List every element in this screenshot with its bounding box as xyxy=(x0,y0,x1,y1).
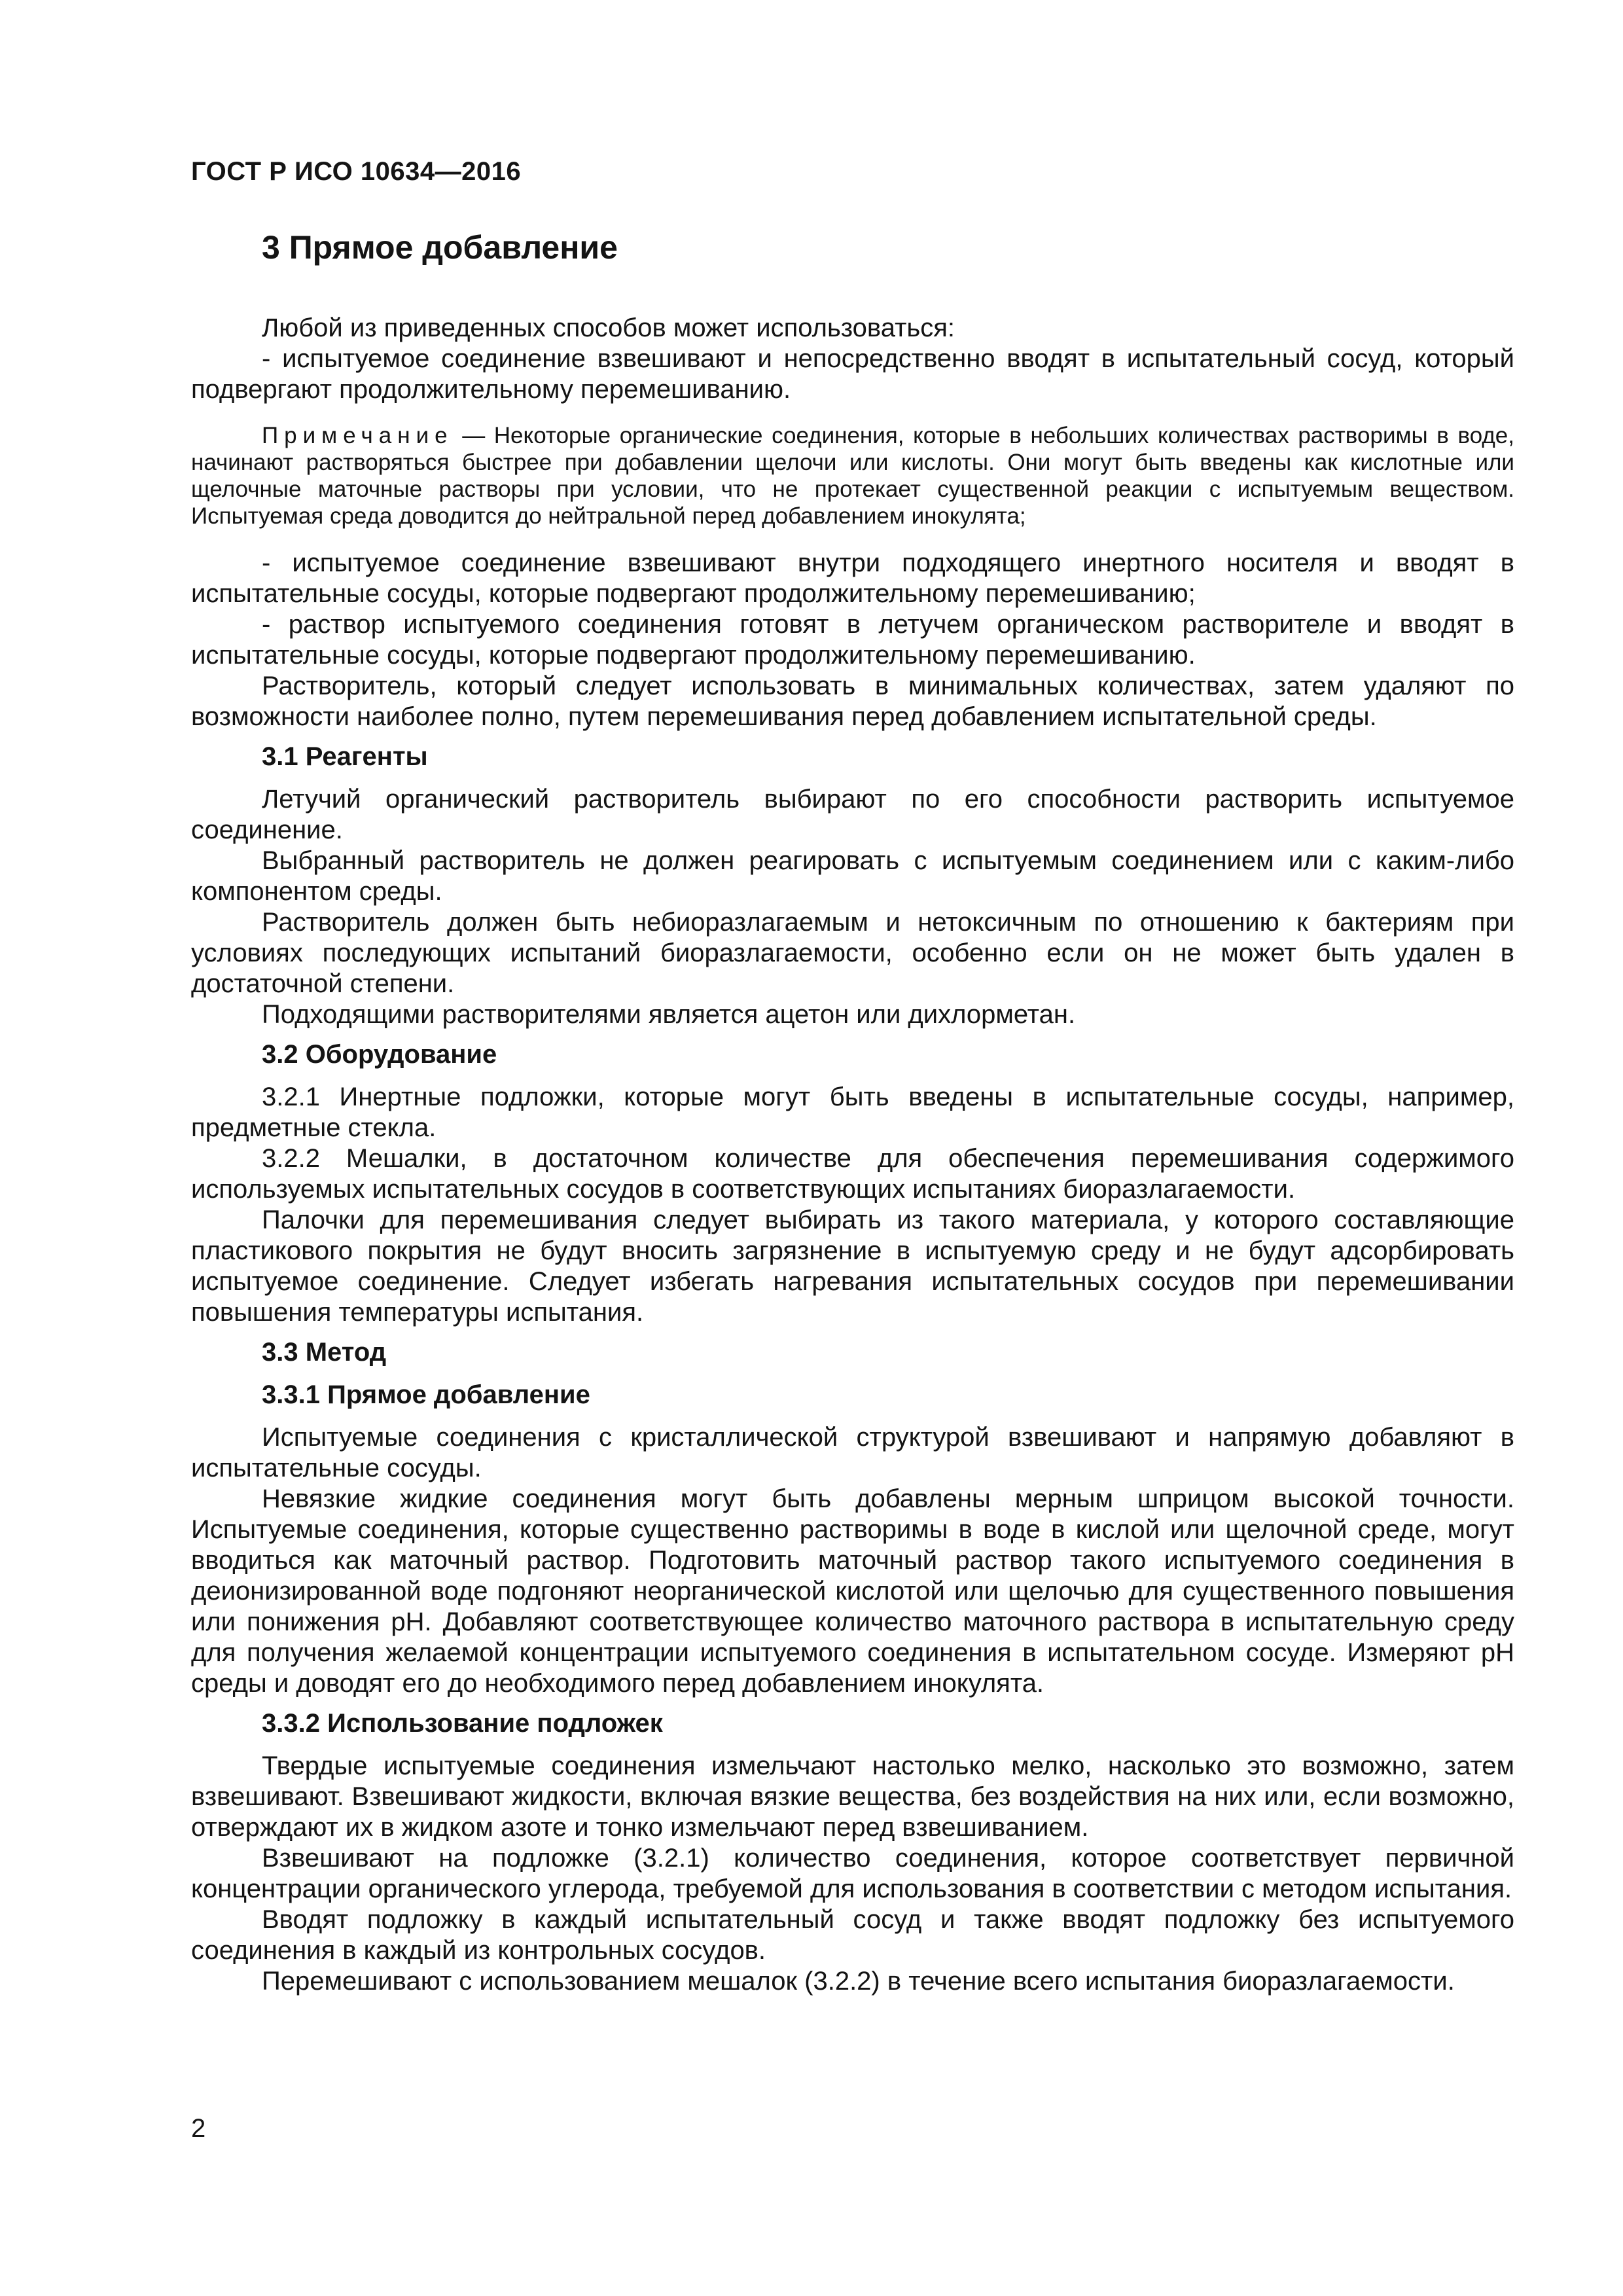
page-number: 2 xyxy=(191,2114,206,2143)
paragraph: Растворитель должен быть небиоразлагаемым и нетоксичным по отношению к бактериям при условиях последующих испытаний биоразлагаемости, особенно если он не может быть удален в достаточной степени. xyxy=(191,908,1514,998)
list-item: - испытуемое соединение взвешивают и непосредственно вводят в испытательный сосуд, который подвергают продолжительному перемешиванию. xyxy=(191,344,1514,404)
paragraph: Выбранный растворитель не должен реагировать с испытуемым соединением или с каким-либо компонентом среды. xyxy=(191,846,1514,906)
paragraph: 3.2.2 Мешалки, в достаточном количестве для обеспечения перемешивания содержимого используемых испытательных сосудов в соответствующих испытаниях биоразлагаемости. xyxy=(191,1144,1514,1204)
list-item: - испытуемое соединение взвешивают внутри подходящего инертного носителя и вводят в испытательные сосуды, которые подвергают продолжительному перемешиванию; xyxy=(191,548,1514,608)
paragraph: Любой из приведенных способов может использоваться: xyxy=(262,314,955,342)
paragraph: 3.2.1 Инертные подложки, которые могут быть введены в испытательные сосуды, например, предметные стекла. xyxy=(191,1083,1514,1142)
subsection-title: 3.3.2 Использование подложек xyxy=(262,1709,663,1738)
subsection-title: 3.1 Реагенты xyxy=(262,742,428,771)
paragraph: Палочки для перемешивания следует выбирать из такого материала, у которого составляющие пластикового покрытия не будут вносить загрязнение в испытуемую среду и не будут адсорбировать испытуемое соединение. Следует избегать нагревания испытательных сосудов при перемешивании повышения температуры испытания. xyxy=(191,1206,1514,1327)
paragraph: Перемешивают с использованием мешалок (3.2.2) в течение всего испытания биоразлагаемости. xyxy=(262,1967,1455,1996)
note-block xyxy=(191,422,1514,529)
paragraph: Испытуемые соединения с кристаллической структурой взвешивают и напрямую добавляют в испытательные сосуды. xyxy=(191,1423,1514,1482)
paragraph: Невязкие жидкие соединения могут быть добавлены мерным шприцом высокой точности. Испытуемые соединения, которые существенно растворимы в воде в кислой или щелочной среде, могут вводиться как маточный раствор. Подготовить маточный раствор такого испытуемого соединения в деионизированной воде подгоняют неорганической кислотой или щелочью для существенного повышения или понижения pH. Добавляют соответствующее количество маточного раствора в испытательную среду для получения желаемой концентрации испытуемого соединения в испытательном сосуде. Измеряют pH среды и доводят его до необходимого перед добавлением инокулята. xyxy=(191,1484,1514,1698)
paragraph: Взвешивают на подложке (3.2.1) количество соединения, которое соответствует первичной концентрации органического углерода, требуемой для использования в соответствии с методом испытания. xyxy=(191,1844,1514,1903)
subsection-title: 3.3 Метод xyxy=(262,1338,387,1367)
paragraph: Растворитель, который следует использовать в минимальных количествах, затем удаляют по возможности наиболее полно, путем перемешивания перед добавлением испытательной среды. xyxy=(191,672,1514,731)
paragraph: Твердые испытуемые соединения измельчают настолько мелко, насколько это возможно, затем взвешивают. Взвешивают жидкости, включая вязкие вещества, без воздействия на них или, если возможно, отверждают их в жидком азоте и тонко измельчают перед взвешиванием. xyxy=(191,1751,1514,1842)
note-paragraph xyxy=(191,422,1514,529)
paragraph: Летучий органический растворитель выбирают по его способности растворить испытуемое соединение. xyxy=(191,785,1514,844)
section-title: 3 Прямое добавление xyxy=(262,229,618,266)
subsection-title: 3.2 Оборудование xyxy=(262,1040,497,1069)
list-item: - раствор испытуемого соединения готовят в летучем органическом растворителе и вводят в испытательные сосуды, которые подвергают продолжительному перемешиванию. xyxy=(191,610,1514,670)
note-label: Примечание xyxy=(262,423,454,448)
paragraph: Вводят подложку в каждый испытательный сосуд и также вводят подложку без испытуемого соединения в каждый из контрольных сосудов. xyxy=(191,1905,1514,1965)
note-text: — Некоторые органические соединения, которые в небольших количествах растворимы в воде, начинают растворяться быстрее при добавлении щелочи или кислоты. Они могут быть введены как кислотные или щелочные маточные растворы при условии, что не протекает существенной реакции с испытуемым веществом. Испытуемая среда доводится до нейтральной перед добавлением инокулята; xyxy=(191,423,1514,529)
paragraph: Подходящими растворителями является ацетон или дихлорметан. xyxy=(262,1000,1076,1029)
page-content xyxy=(191,228,1514,1997)
document-code-header: ГОСТ Р ИСО 10634—2016 xyxy=(191,157,522,186)
subsection-title: 3.3.1 Прямое добавление xyxy=(262,1380,590,1409)
